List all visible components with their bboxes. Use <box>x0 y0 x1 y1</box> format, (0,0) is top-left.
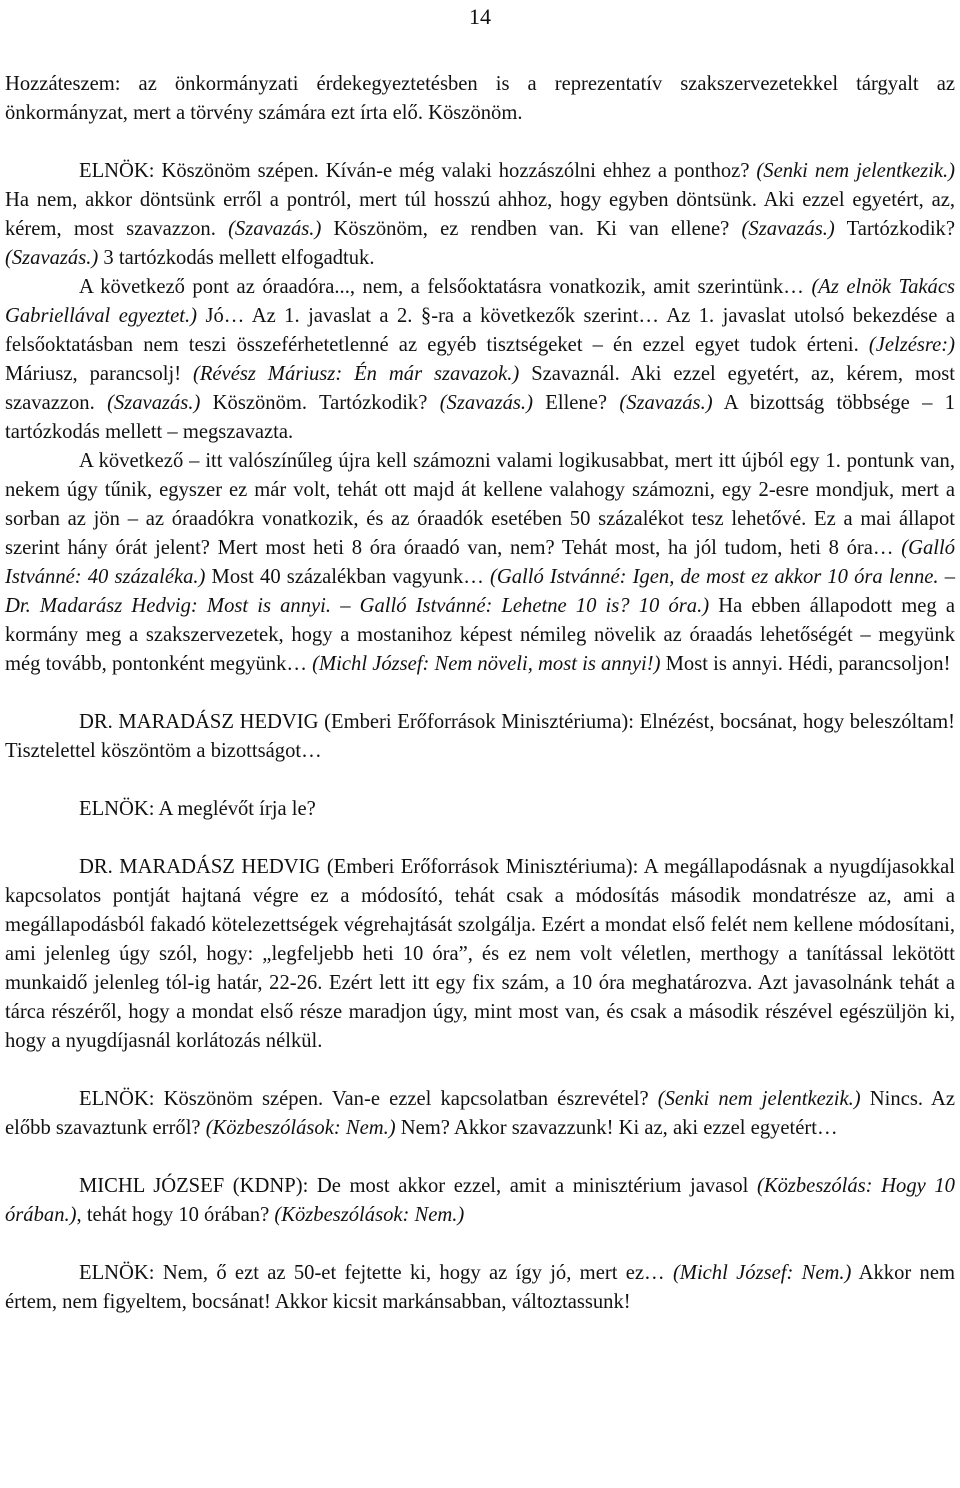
interjection-text: (Galló Istvánné: 40 százaléka.) <box>5 537 955 588</box>
speech-text: ELNÖK: Nem, ő ezt az 50-et fejtette ki, hogy az így jó, mert ez… <box>79 1262 673 1284</box>
interjection-text: (Az elnök Takács Gabriellával egyeztet.) <box>5 276 955 327</box>
interjection-text: (Michl József: Nem.) <box>672 1262 852 1284</box>
speech-text: Hozzáteszem: az önkormányzati érdekegyeztetésben is a reprezentatív szakszervezetekkel tárgyalt az önkormányzat, mert a törvény számára ezt írta elő. Köszönöm. <box>5 73 955 124</box>
speech-text: Ellene? <box>532 392 620 414</box>
speech-text: DR. MARADÁSZ HEDVIG (Emberi Erőforrások Minisztériuma): Elnézést, bocsánat, hogy beleszóltam! Tisztelettel köszöntöm a bizottságot… <box>5 711 955 762</box>
interjection-text: (Szavazás.) <box>228 218 322 240</box>
interjection-text: (Michl József: Nem növeli, most is annyi!) <box>312 653 661 675</box>
interjection-text: (Közbeszólás: Hogy 10 órában.) <box>5 1175 955 1226</box>
interjection-text: (Közbeszólások: Nem.) <box>205 1117 396 1139</box>
speech-text: Ha nem, akkor döntsünk erről a pontról, mert túl hosszú ahhoz, hogy egyben döntsünk. Aki ezzel egyetért, az, kérem, most szavazzon. <box>5 189 955 240</box>
paragraph <box>5 1259 955 1317</box>
paragraph <box>5 1172 955 1230</box>
speech-text: Szavaznál. Aki ezzel egyetért, az, kérem, most szavazzon. <box>5 363 955 414</box>
speech-text: Máriusz, parancsolj! <box>5 363 193 385</box>
speech-text: Köszönöm. Tartózkodik? <box>200 392 440 414</box>
speech-text: DR. MARADÁSZ HEDVIG (Emberi Erőforrások Minisztériuma): A megállapodásnak a nyugdíjasokkal kapcsolatos pontját hajtaná végre ez a módosító, tehát csak a módosítás második mondatrésze az, ami a megállapodásból fakadó kötelezettségek végrehajtását szolgálja. Ezért a mondat első felét nem kellene módosítani, ami jelenleg úgy szól, hogy: „legfeljebb heti 10 óra”, és ez nem volt véletlen, merthogy a tanítással lekötött munkaidő jelenleg tól-ig határ, 22-26. Ezért lett itt egy fix szám, a 10 óra meghatározva. Azt javasolnánk tehát a tárca részéről, hogy a mondat első része maradjon úgy, mint most van, és csak a második részével egészüljön ki, hogy a nyugdíjasnál korlátozás nélkül. <box>5 856 955 1052</box>
paragraph <box>5 447 955 679</box>
interjection-text: (Szavazás.) <box>5 247 99 269</box>
paragraph <box>5 1085 955 1143</box>
speech-text: MICHL JÓZSEF (KDNP): De most akkor ezzel, amit a minisztérium javasol <box>79 1175 757 1197</box>
paragraph <box>5 795 955 824</box>
speech-text: Most 40 százalékban vagyunk… <box>205 566 490 588</box>
speech-text: ELNÖK: Köszönöm szépen. Kíván-e még valaki hozzászólni ehhez a ponthoz? <box>79 160 757 182</box>
paragraph <box>5 70 955 128</box>
speech-text: Jó… Az 1. javaslat a 2. §-ra a következők szerint… Az 1. javaslat utolsó bekezdése a felsőoktatásban nem teszi összeférhetetlenné az egyéb tisztségeket – én ezzel egyet tudok érteni. <box>5 305 956 356</box>
interjection-text: (Jelzésre:) <box>868 334 955 356</box>
paragraph <box>5 273 955 447</box>
interjection-text: (Közbeszólások: Nem.) <box>274 1204 465 1226</box>
interjection-text: (Szavazás.) <box>107 392 201 414</box>
page-number: 14 <box>469 4 491 29</box>
interjection-text: (Szavazás.) <box>741 218 835 240</box>
interjection-text: (Galló Istvánné: Igen, de most ez akkor 10 óra lenne. – Dr. Madarász Hedvig: Most is annyi. – Galló Istvánné: Lehetne 10 is? 10 óra.) <box>5 566 955 617</box>
speech-text: Köszönöm, ez rendben van. Ki van ellene? <box>321 218 742 240</box>
paragraph <box>5 708 955 766</box>
speech-text: Nem? Akkor szavazzunk! Ki az, aki ezzel egyetért… <box>395 1117 838 1139</box>
speech-text: Nincs. Az előbb szavaztunk erről? <box>5 1088 956 1139</box>
interjection-text: (Révész Máriusz: Én már szavazok.) <box>192 363 520 385</box>
speech-text: A következő – itt valószínűleg újra kell számozni valami logikusabbat, mert itt újból egy 1. pontunk van, nekem úgy tűnik, egyszer ez már volt, tehát ott majd át kellene valahogy számozni, egy 2-esre mondjuk, mert a sorban az jön – az óraadókra vonatkozik, és az óraadók esetében 50 százalékot tesz lehetővé. Ez a mai állapot szerint hány órát jelent? Mert most heti 8 óra óraadó van, nem? Tehát most, ha jól tudom, heti 8 óra… <box>5 450 955 559</box>
interjection-text: (Senki nem jelentkezik.) <box>657 1088 861 1110</box>
paragraph <box>5 853 955 1056</box>
interjection-text: (Szavazás.) <box>619 392 713 414</box>
speech-text: Most is annyi. Hédi, parancsoljon! <box>660 653 951 675</box>
speech-text: 3 tartózkodás mellett elfogadtuk. <box>98 247 375 269</box>
interjection-text: (Szavazás.) <box>439 392 533 414</box>
speech-text: Ha ebben állapodott meg a kormány meg a szakszervezetek, hogy a mostanihoz képest némileg növelik az óraadás lehetőségét – megyünk még tovább, pontonként megyünk… <box>5 595 955 675</box>
paragraph <box>5 157 955 273</box>
speech-text: A bizottság többsége – 1 tartózkodás mellett – megszavazta. <box>5 392 955 443</box>
speech-text: Akkor nem értem, nem figyeltem, bocsánat! Akkor kicsit markánsabban, változtassunk! <box>5 1262 955 1313</box>
speech-text: , tehát hogy 10 órában? <box>76 1204 275 1226</box>
speech-text: Tartózkodik? <box>834 218 955 240</box>
speech-text: A következő pont az óraadóra..., nem, a felsőoktatásra vonatkozik, amit szerintünk… <box>79 276 812 298</box>
interjection-text: (Senki nem jelentkezik.) <box>756 160 956 182</box>
document-body <box>5 70 955 1317</box>
speech-text: ELNÖK: A meglévőt írja le? <box>79 798 316 820</box>
speech-text: ELNÖK: Köszönöm szépen. Van-e ezzel kapcsolatban észrevétel? <box>79 1088 658 1110</box>
